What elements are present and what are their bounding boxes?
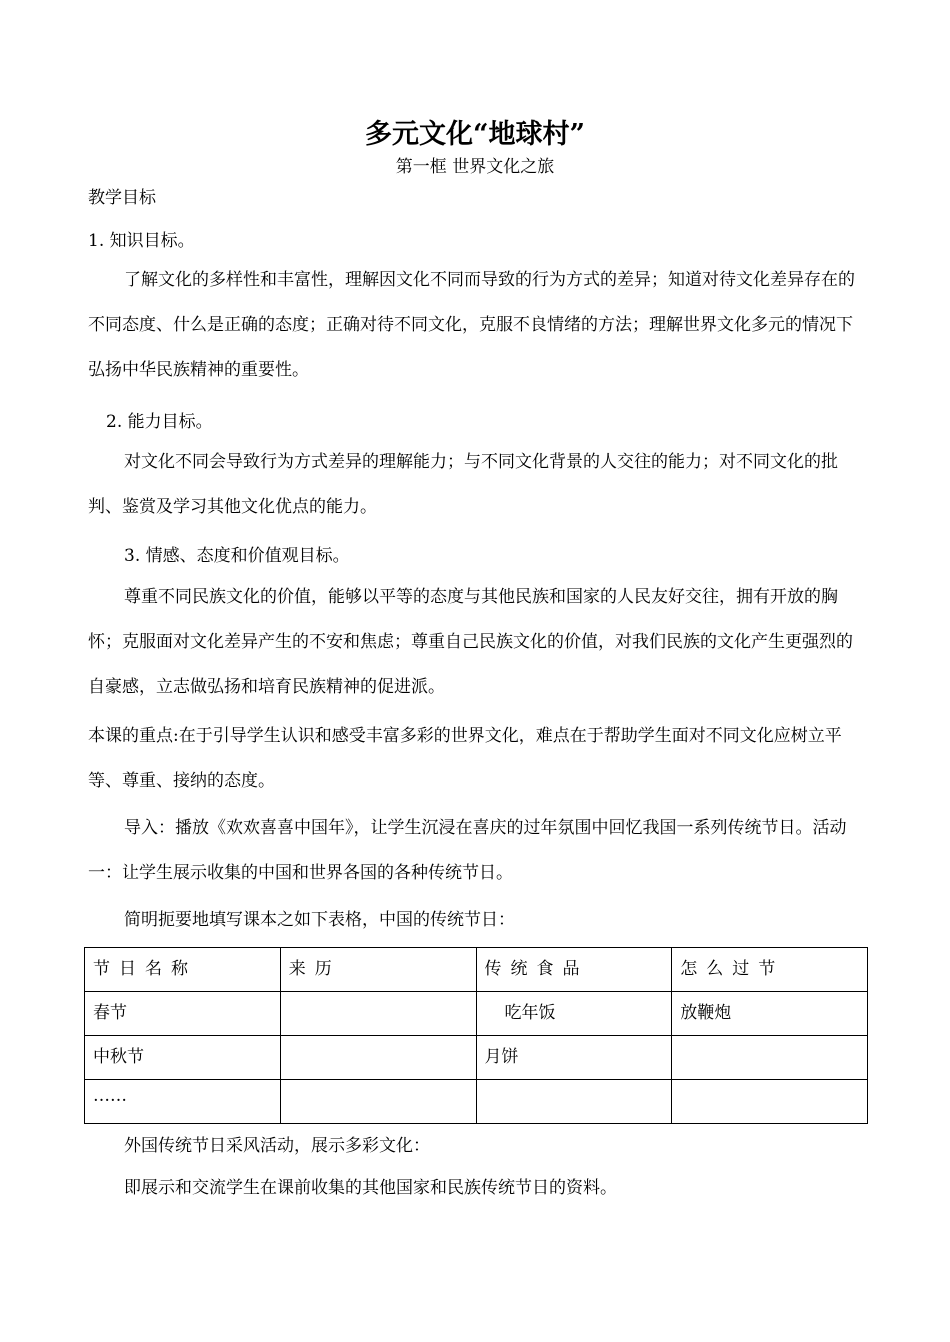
table-cell: 月饼	[476, 1036, 672, 1080]
after-table-line-2: 即展示和交流学生在课前收集的其他国家和民族传统节日的资料。	[124, 1178, 617, 1198]
goal1-heading: 1. 知识目标。	[88, 231, 195, 251]
table-cell: 放鞭炮	[672, 992, 868, 1036]
table-row	[85, 992, 868, 1036]
goal3-heading: 3. 情感、态度和价值观目标。	[124, 546, 350, 566]
table-cell	[280, 1036, 476, 1080]
table-header-cell: 怎么过节	[672, 948, 868, 992]
table-cell	[672, 1080, 868, 1124]
table-row	[85, 1080, 868, 1124]
table-cell: 中秋节	[85, 1036, 281, 1080]
table-header-cell: 传统食品	[476, 948, 672, 992]
table-header-row	[85, 948, 868, 992]
table-row	[85, 1036, 868, 1080]
table-cell	[280, 992, 476, 1036]
table-cell: ……	[85, 1080, 281, 1124]
page-title: 多元文化“地球村”	[364, 119, 586, 150]
after-table-line-1: 外国传统节日采风活动，展示多彩文化：	[124, 1136, 430, 1156]
table-cell	[280, 1080, 476, 1124]
table-header-cell: 节日名称	[85, 948, 281, 992]
intro-paragraph: 导入：播放《欢欢喜喜中国年》，让学生沉浸在喜庆的过年氛围中回忆我国一系列传统节日。活动一：让学生展示收集的中国和世界各国的各种传统节日。	[88, 818, 847, 883]
table-cell	[476, 1080, 672, 1124]
goal2-paragraph: 对文化不同会导致行为方式差异的理解能力；与不同文化背景的人交往的能力；对不同文化的批判、鉴赏及学习其他文化优点的能力。	[88, 452, 838, 517]
goal3-paragraph: 尊重不同民族文化的价值，能够以平等的态度与其他民族和国家的人民友好交往，拥有开放的胸怀；克服面对文化差异产生的不安和焦虑；尊重自己民族文化的价值，对我们民族的文化产生更强烈的自豪感，立志做弘扬和培育民族精神的促进派。	[88, 587, 853, 697]
goal2-heading: 2. 能力目标。	[106, 412, 213, 432]
table-header-cell: 来历	[280, 948, 476, 992]
key-points-paragraph: 本课的重点:在于引导学生认识和感受丰富多彩的世界文化，难点在于帮助学生面对不同文化应树立平等、尊重、接纳的态度。	[88, 726, 842, 791]
table-cell: 春节	[85, 992, 281, 1036]
table-intro: 简明扼要地填写课本之如下表格，中国的传统节日：	[124, 910, 515, 930]
goal1-paragraph: 了解文化的多样性和丰富性，理解因文化不同而导致的行为方式的差异；知道对待文化差异存在的不同态度、什么是正确的态度；正确对待不同文化，克服不良情绪的方法；理解世界文化多元的情况下弘扬中华民族精神的重要性。	[88, 270, 855, 380]
table-cell: 吃年饭	[476, 992, 672, 1036]
table-cell	[672, 1036, 868, 1080]
section-heading: 教学目标	[88, 188, 156, 208]
page-subtitle: 第一框 世界文化之旅	[395, 157, 555, 177]
festival-table	[84, 947, 868, 1124]
